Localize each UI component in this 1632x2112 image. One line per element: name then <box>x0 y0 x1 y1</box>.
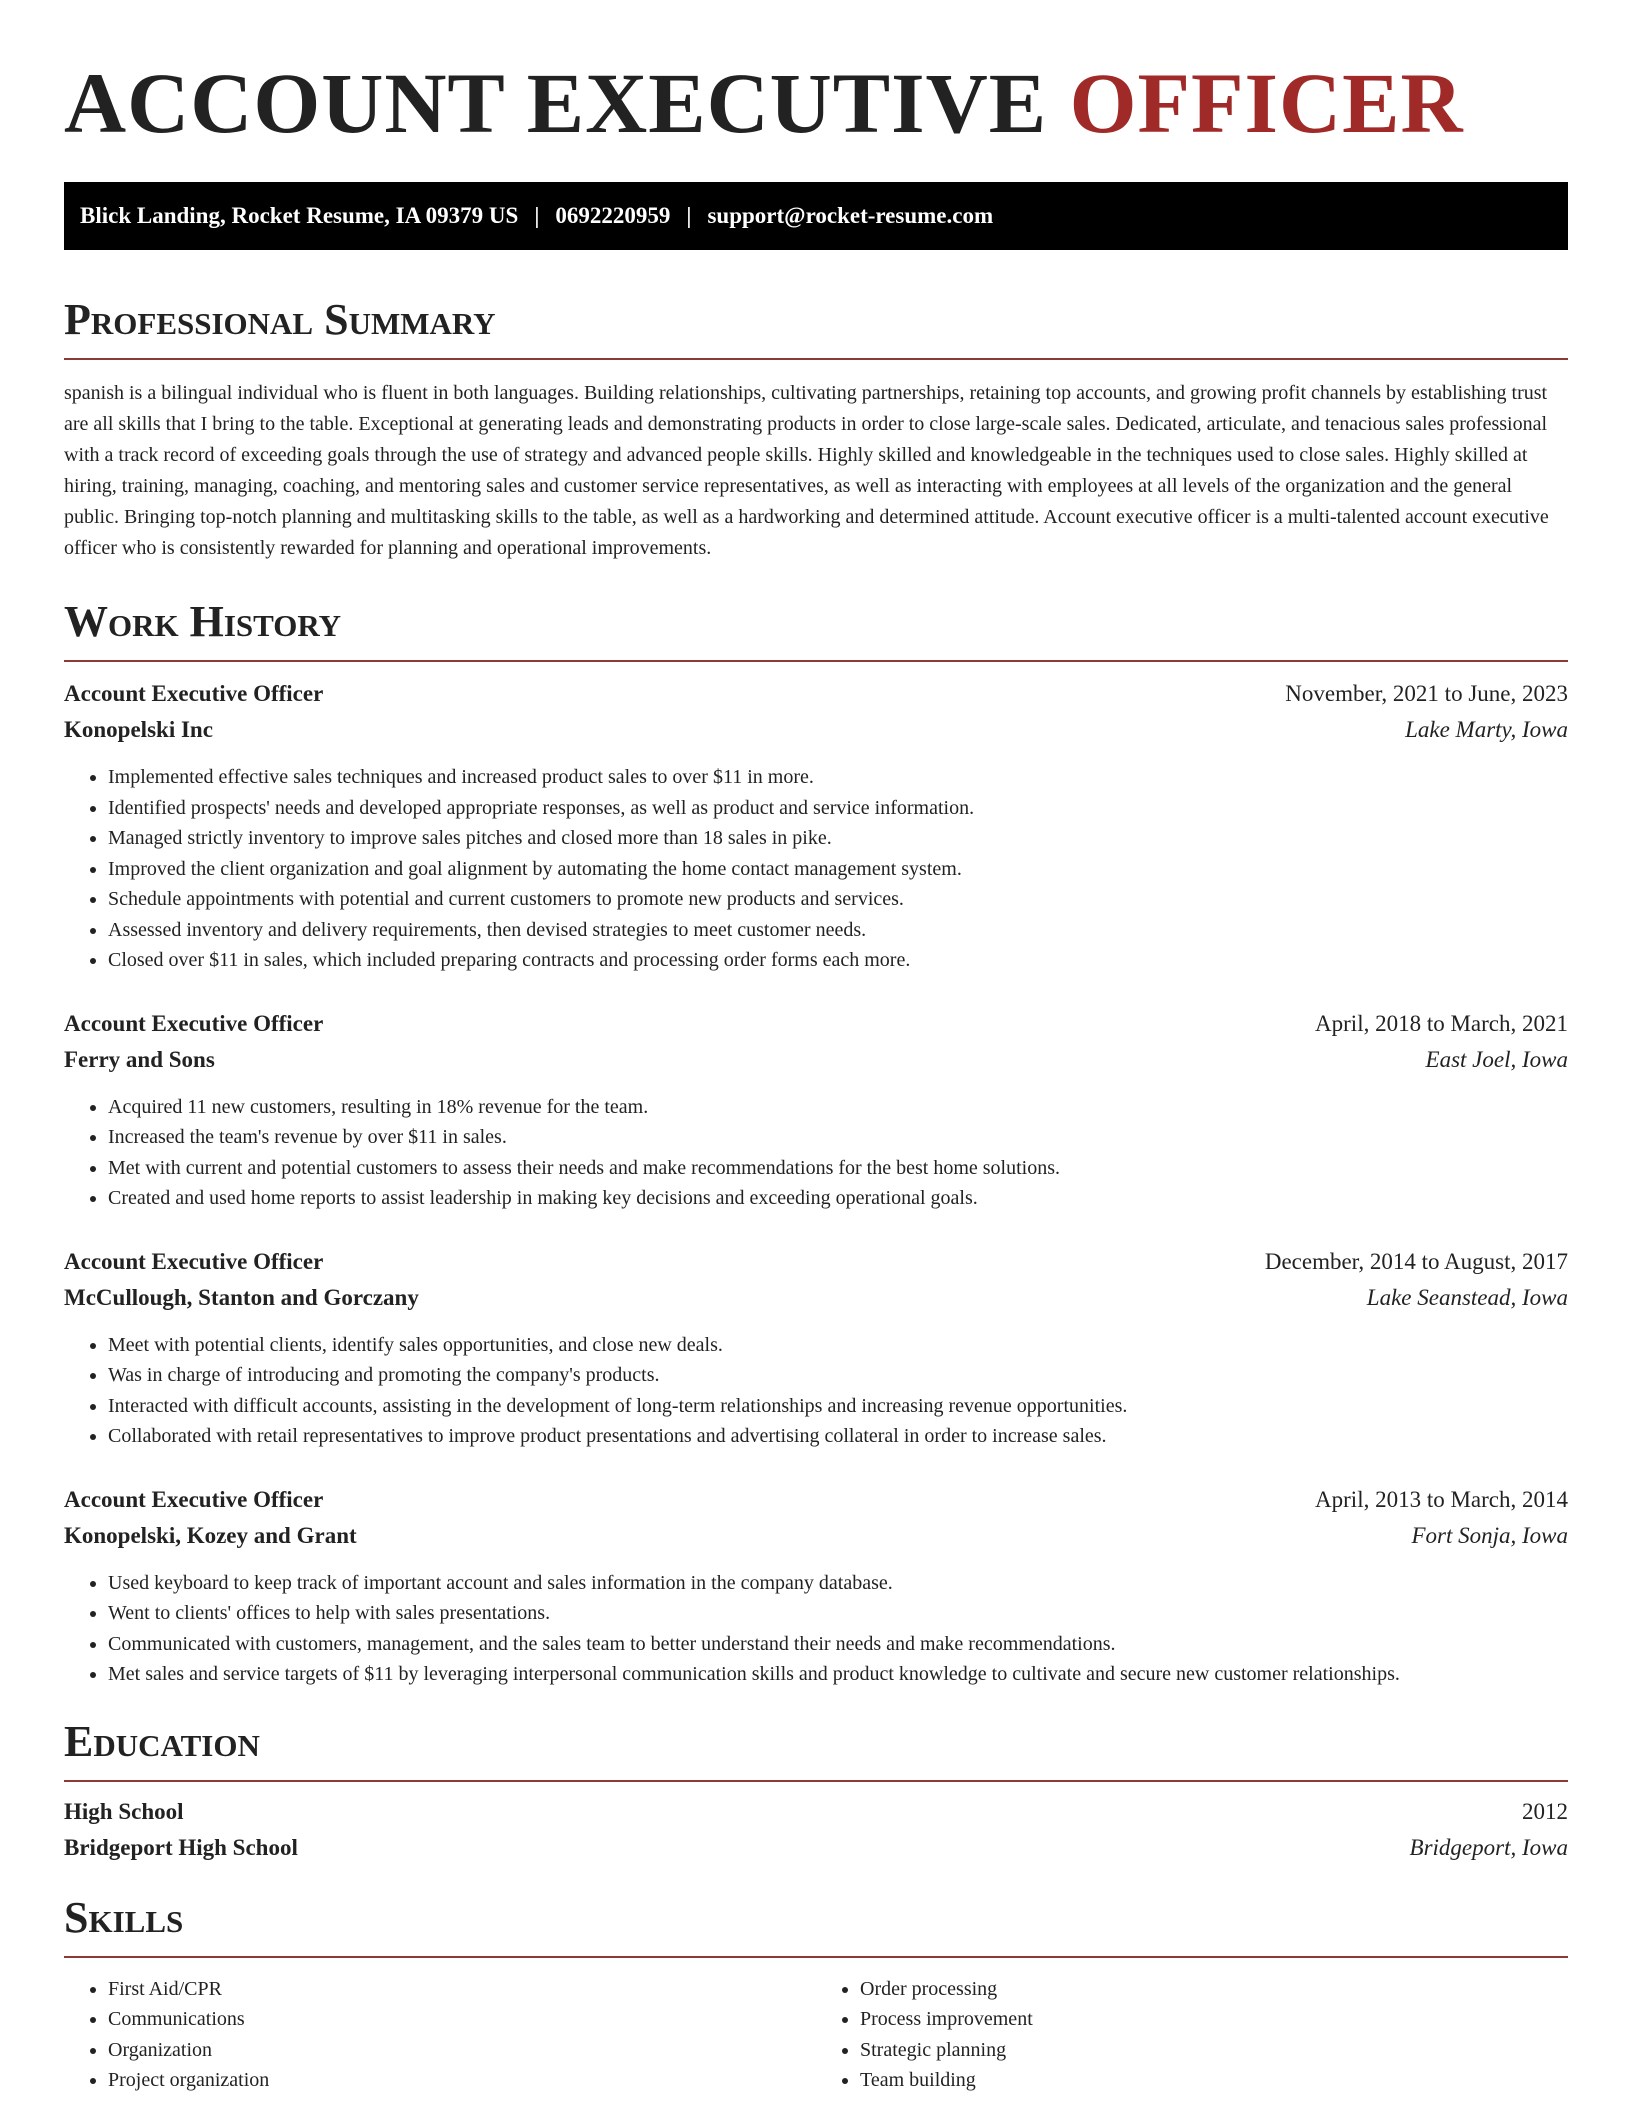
job-bullet: • Collaborated with retail representatives to improve product presentations and advertising collateral in order to increase sales. <box>108 1421 1568 1452</box>
job-dates: April, 2018 to March, 2021 <box>1315 1010 1568 1036</box>
job-bullets <box>64 1092 1568 1214</box>
section-divider <box>64 660 1568 662</box>
job-subheader <box>64 1042 1568 1078</box>
job-bullet: • Was in charge of introducing and promoting the company's products. <box>108 1360 1568 1391</box>
summary-text: spanish is a bilingual individual who is fluent in both languages. Building relationships, cultivating partnerships, retaining top accounts, and growing profit channels by establishing trust are all skills that I bring to the table. Exceptional at generating leads and demonstrating products in order to close large-scale sales. Dedicated, articulate, and tenacious sales professional with a track record of exceeding goals through the use of strategy and advanced people skills. Highly skilled and knowledgeable in the techniques used to close sales. Highly skilled at hiring, training, managing, coaching, and mentoring sales and customer service representatives, as well as interacting with employees at all levels of the organization and the general public. Bringing top-notch planning and multitasking skills to the table, as well as a hardworking and determined attitude. Account executive officer is a multi-talented account executive officer who is consistently rewarded for planning and operational improvements. <box>64 382 1549 559</box>
job-title: Account Executive Officer <box>64 1486 324 1512</box>
education-location: Bridgeport, Iowa <box>1409 1834 1568 1860</box>
job-company: McCullough, Stanton and Gorczany <box>64 1284 419 1310</box>
job-entry <box>64 1006 1568 1214</box>
job-bullet: • Met with current and potential customers to assess their needs and make recommendations for the best home solutions. <box>108 1153 1568 1184</box>
education-subheader <box>64 1830 1568 1866</box>
skill-item: • Organization <box>108 2035 816 2066</box>
job-location: Lake Seanstead, Iowa <box>1366 1284 1568 1310</box>
job-bullet: • Increased the team's revenue by over $11 in sales. <box>108 1122 1568 1153</box>
job-bullet: • Managed strictly inventory to improve sales pitches and closed more than 18 sales in pike. <box>108 823 1568 854</box>
work-history-section <box>64 597 1568 1690</box>
job-bullet: • Interacted with difficult accounts, assisting in the development of long-term relationships and increasing revenue opportunities. <box>108 1391 1568 1422</box>
section-title-work: Work History <box>64 597 342 646</box>
job-entry <box>64 1482 1568 1690</box>
contact-phone: 0692220959 <box>555 203 671 228</box>
job-title: Account Executive Officer <box>64 1010 324 1036</box>
job-dates: November, 2021 to June, 2023 <box>1285 681 1568 706</box>
job-header <box>64 1482 1568 1518</box>
job-bullet: • Identified prospects' needs and developed appropriate responses, as well as product and service information. <box>108 793 1568 824</box>
education-school: Bridgeport High School <box>64 1834 298 1860</box>
contact-email[interactable]: support@rocket-resume.com <box>707 203 994 228</box>
skill-item: • Strategic planning <box>860 2035 1568 2066</box>
job-bullet: • Assessed inventory and delivery requirements, then devised strategies to meet customer needs. <box>108 915 1568 946</box>
skills-section <box>64 1892 1568 2096</box>
education-degree: High School <box>64 1798 184 1824</box>
section-title-summary: Professional Summary <box>64 295 496 344</box>
job-bullets <box>64 1330 1568 1452</box>
job-bullet: • Created and used home reports to assist leadership in making key decisions and exceeding operational goals. <box>108 1183 1568 1214</box>
contact-bar <box>64 182 1568 250</box>
job-subheader <box>64 1280 1568 1316</box>
skills-list-left <box>64 1974 816 2096</box>
job-bullet: • Went to clients' offices to help with sales presentations. <box>108 1598 1568 1629</box>
skill-item: • First Aid/CPR <box>108 1974 816 2005</box>
skill-item: • Project organization <box>108 2065 816 2096</box>
job-entry <box>64 676 1568 976</box>
section-title-education: Education <box>64 1716 260 1766</box>
job-header <box>64 1244 1568 1280</box>
job-location: Lake Marty, Iowa <box>1405 717 1568 742</box>
job-bullet: • Closed over $11 in sales, which included preparing contracts and processing order forms each more. <box>108 945 1568 976</box>
job-location: East Joel, Iowa <box>1425 1046 1568 1072</box>
job-subheader <box>64 1518 1568 1554</box>
summary-section <box>64 295 1568 564</box>
job-bullet: • Implemented effective sales techniques and increased product sales to over $11 in more. <box>108 762 1568 793</box>
job-bullet: • Meet with potential clients, identify sales opportunities, and close new deals. <box>108 1330 1568 1361</box>
contact-address: Blick Landing, Rocket Resume, IA 09379 US <box>80 203 519 228</box>
job-title: Account Executive Officer <box>64 1248 324 1274</box>
job-entry <box>64 1244 1568 1452</box>
skill-item: • Process improvement <box>860 2004 1568 2035</box>
job-company: Konopelski Inc <box>64 717 213 742</box>
education-header <box>64 1794 1568 1830</box>
job-dates: December, 2014 to August, 2017 <box>1264 1248 1568 1274</box>
section-title-skills: Skills <box>64 1892 184 1942</box>
job-bullet: • Improved the client organization and goal alignment by automating the home contact management system. <box>108 854 1568 885</box>
job-subheader <box>64 712 1568 748</box>
job-bullets <box>64 1568 1568 1690</box>
job-bullet: • Communicated with customers, management, and the sales team to better understand their needs and make recommendations. <box>108 1629 1568 1660</box>
section-divider <box>64 358 1568 360</box>
name-main: ACCOUNT EXECUTIVE <box>64 55 1048 151</box>
job-bullet: • Used keyboard to keep track of important account and sales information in the company database. <box>108 1568 1568 1599</box>
resume-name <box>64 52 1568 151</box>
job-company: Konopelski, Kozey and Grant <box>64 1522 357 1548</box>
skills-columns <box>64 1974 1568 2096</box>
skill-item: • Order processing <box>860 1974 1568 2005</box>
contact-separator: | <box>686 203 692 228</box>
job-bullet: • Schedule appointments with potential and current customers to promote new products and services. <box>108 884 1568 915</box>
education-section <box>64 1716 1568 1866</box>
skills-list-right <box>816 1974 1568 2096</box>
section-divider <box>64 1780 1568 1782</box>
job-company: Ferry and Sons <box>64 1046 215 1072</box>
skill-item: • Communications <box>108 2004 816 2035</box>
job-header <box>64 676 1568 712</box>
job-bullets <box>64 762 1568 976</box>
education-year: 2012 <box>1522 1798 1568 1824</box>
section-divider <box>64 1956 1568 1958</box>
job-location: Fort Sonja, Iowa <box>1411 1522 1568 1548</box>
job-title: Account Executive Officer <box>64 681 324 706</box>
name-accent: OFFICER <box>1069 55 1464 151</box>
job-dates: April, 2013 to March, 2014 <box>1315 1486 1568 1512</box>
contact-separator: | <box>534 203 540 228</box>
job-bullet: • Acquired 11 new customers, resulting in 18% revenue for the team. <box>108 1092 1568 1123</box>
skill-item: • Team building <box>860 2065 1568 2096</box>
job-header <box>64 1006 1568 1042</box>
job-bullet: • Met sales and service targets of $11 by leveraging interpersonal communication skills and product knowledge to cultivate and secure new customer relationships. <box>108 1659 1568 1690</box>
